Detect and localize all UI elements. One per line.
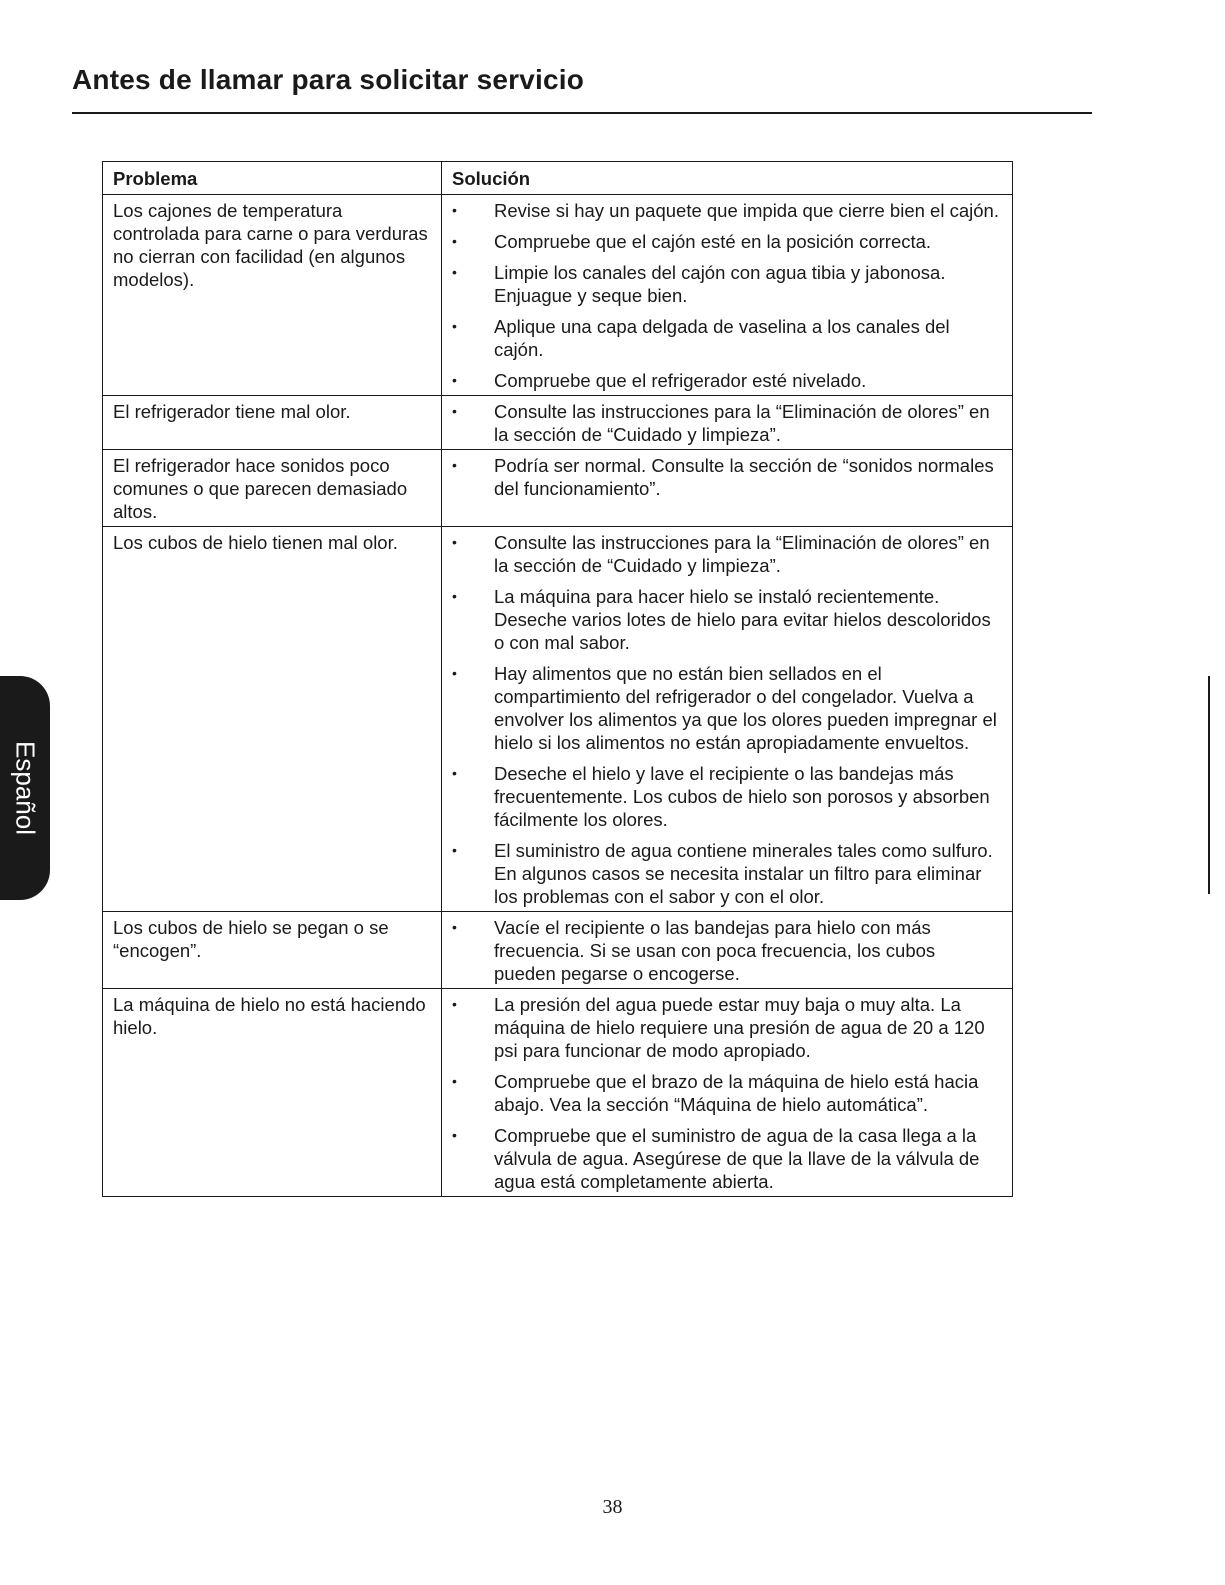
solution-list — [452, 400, 1002, 446]
solution-item — [452, 585, 1002, 654]
language-tab-label: Español — [10, 741, 41, 835]
bullet-icon: • — [452, 403, 457, 419]
problem-cell: El refrigerador tiene mal olor. — [103, 396, 442, 450]
table-row — [103, 527, 1013, 912]
bullet-icon: • — [452, 842, 457, 858]
bullet-icon: • — [452, 1073, 457, 1089]
solution-text: La máquina para hacer hielo se instaló recientemente. Deseche varios lotes de hielo para evitar hielos descoloridos o con mal sabor. — [494, 586, 991, 653]
solution-item — [452, 1070, 1002, 1116]
solution-item — [452, 315, 1002, 361]
bullet-icon: • — [452, 318, 457, 334]
solution-item — [452, 993, 1002, 1062]
solution-list — [452, 454, 1002, 500]
bullet-icon: • — [452, 1127, 457, 1143]
bullet-icon: • — [452, 233, 457, 249]
bullet-icon: • — [452, 534, 457, 550]
page-edge-mark — [1208, 676, 1210, 894]
solution-cell — [442, 527, 1013, 912]
language-side-tab — [0, 676, 50, 900]
solution-text: Consulte las instrucciones para la “Eliminación de olores” en la sección de “Cuidado y limpieza”. — [494, 401, 990, 445]
solution-cell — [442, 396, 1013, 450]
table-header-row — [103, 162, 1013, 195]
bullet-icon: • — [452, 372, 457, 388]
solution-list — [452, 199, 1002, 392]
solution-item — [452, 1124, 1002, 1193]
bullet-icon: • — [452, 996, 457, 1012]
solution-item — [452, 454, 1002, 500]
table-row — [103, 989, 1013, 1197]
solution-text: Compruebe que el refrigerador esté nivelado. — [494, 370, 867, 391]
solution-item — [452, 531, 1002, 577]
solution-cell — [442, 912, 1013, 989]
troubleshooting-table — [102, 161, 1013, 1197]
solution-text: Compruebe que el brazo de la máquina de hielo está hacia abajo. Vea la sección “Máquina de hielo automática”. — [494, 1071, 979, 1115]
column-header-problem: Problema — [103, 162, 442, 195]
bullet-icon: • — [452, 202, 457, 218]
solution-text: Revise si hay un paquete que impida que cierre bien el cajón. — [494, 200, 999, 221]
solution-text: Limpie los canales del cajón con agua tibia y jabonosa. Enjuague y seque bien. — [494, 262, 946, 306]
solution-text: Vacíe el recipiente o las bandejas para hielo con más frecuencia. Si se usan con poca frecuencia, los cubos pueden pegarse o encogerse. — [494, 917, 936, 984]
problem-cell: Los cubos de hielo se pegan o se “encogen”. — [103, 912, 442, 989]
solution-item — [452, 916, 1002, 985]
solution-list — [452, 993, 1002, 1193]
solution-list — [452, 531, 1002, 908]
solution-text: Aplique una capa delgada de vaselina a los canales del cajón. — [494, 316, 950, 360]
solution-cell — [442, 450, 1013, 527]
bullet-icon: • — [452, 665, 457, 681]
solution-cell — [442, 195, 1013, 396]
solution-item — [452, 261, 1002, 307]
solution-item — [452, 762, 1002, 831]
bullet-icon: • — [452, 588, 457, 604]
page-number: 38 — [602, 1496, 623, 1518]
solution-item — [452, 839, 1002, 908]
solution-text: El suministro de agua contiene minerales tales como sulfuro. En algunos casos se necesita instalar un filtro para eliminar los problemas con el sabor y con el olor. — [494, 840, 993, 907]
title-divider — [72, 112, 1092, 114]
page-title: Antes de llamar para solicitar servicio — [72, 64, 585, 95]
solution-text: Podría ser normal. Consulte la sección de “sonidos normales del funcionamiento”. — [494, 455, 994, 499]
table-row — [103, 396, 1013, 450]
solution-item — [452, 400, 1002, 446]
table-row — [103, 450, 1013, 527]
solution-list — [452, 916, 1002, 985]
table-row — [103, 912, 1013, 989]
solution-item — [452, 369, 1002, 392]
bullet-icon: • — [452, 264, 457, 280]
solution-text: La presión del agua puede estar muy baja o muy alta. La máquina de hielo requiere una presión de agua de 20 a 120 psi para funcionar de modo apropiado. — [494, 994, 985, 1061]
column-header-solution: Solución — [442, 162, 1013, 195]
solution-text: Deseche el hielo y lave el recipiente o las bandejas más frecuentemente. Los cubos de hielo son porosos y absorben fácilmente los olores. — [494, 763, 990, 830]
bullet-icon: • — [452, 457, 457, 473]
table-row — [103, 195, 1013, 396]
problem-cell: Los cajones de temperatura controlada para carne o para verduras no cierran con facilidad (en algunos modelos). — [103, 195, 442, 396]
bullet-icon: • — [452, 919, 457, 935]
solution-text: Hay alimentos que no están bien sellados en el compartimiento del refrigerador o del congelador. Vuelva a envolver los alimentos ya que los olores pueden impregnar el hielo si los alimentos no están apropiadamente envueltos. — [494, 663, 997, 753]
solution-item — [452, 662, 1002, 754]
solution-cell — [442, 989, 1013, 1197]
solution-text: Consulte las instrucciones para la “Eliminación de olores” en la sección de “Cuidado y limpieza”. — [494, 532, 990, 576]
problem-cell: Los cubos de hielo tienen mal olor. — [103, 527, 442, 912]
solution-item — [452, 230, 1002, 253]
bullet-icon: • — [452, 765, 457, 781]
solution-item — [452, 199, 1002, 222]
solution-text: Compruebe que el cajón esté en la posición correcta. — [494, 231, 932, 252]
problem-cell: La máquina de hielo no está haciendo hielo. — [103, 989, 442, 1197]
problem-cell: El refrigerador hace sonidos poco comunes o que parecen demasiado altos. — [103, 450, 442, 527]
solution-text: Compruebe que el suministro de agua de la casa llega a la válvula de agua. Asegúrese de que la llave de la válvula de agua está completamente abierta. — [494, 1125, 980, 1192]
